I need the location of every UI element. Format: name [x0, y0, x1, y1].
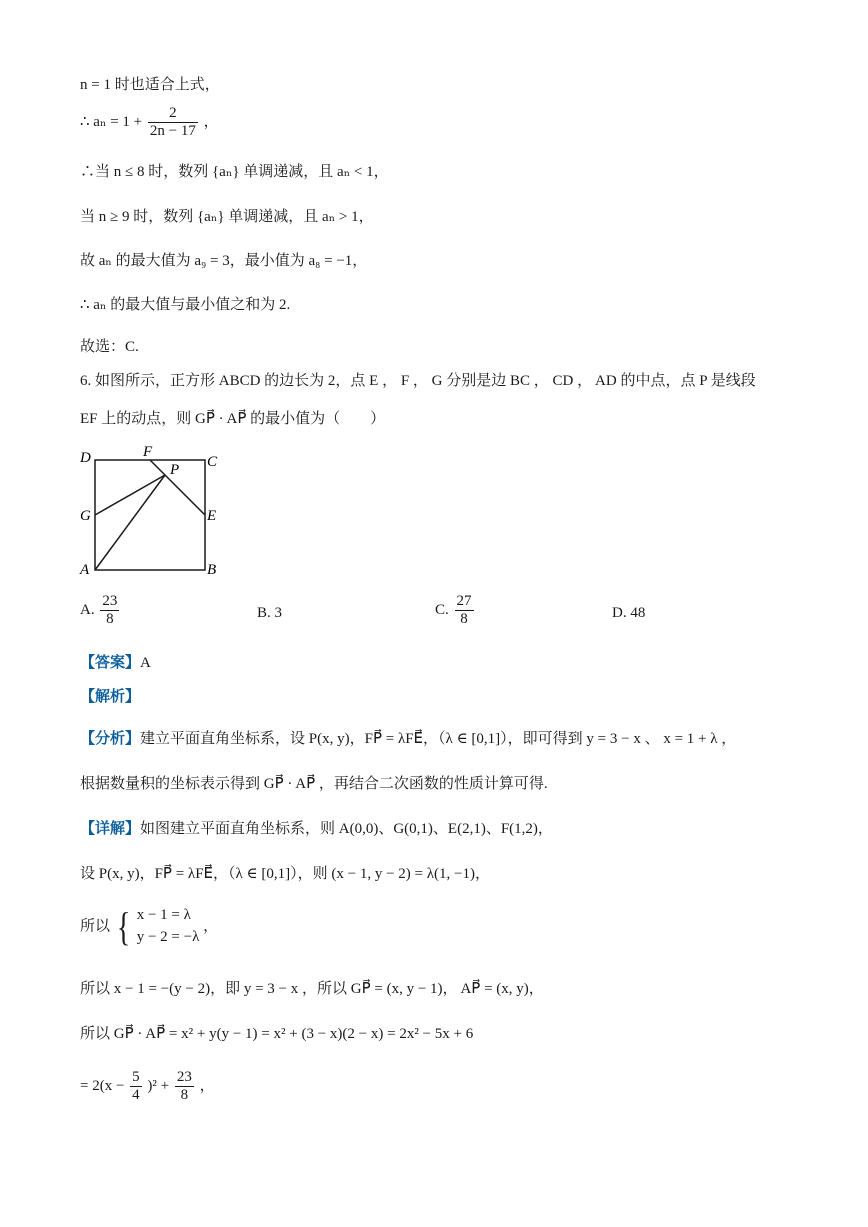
- label-a: A: [80, 562, 90, 578]
- fenxi-line-1: [80, 732, 736, 747]
- fenxi-line-2: 根据数量积的坐标表示得到 GP⃗ · AP⃗ ，再结合二次函数的性质计算可得.: [80, 776, 548, 792]
- detail-line-2: 设 P(x, y)，FP⃗ = λFE⃗，（λ ∈ [0,1]），则 (x − 1, y − 2) = λ(1, −1)，: [80, 866, 490, 882]
- option-a-fraction: [100, 594, 119, 627]
- vertex-prefix: = 2(x −: [80, 1078, 125, 1094]
- vertex-inner-fraction: [130, 1070, 142, 1103]
- an-fraction-denominator: 2n − 17: [149, 123, 196, 139]
- square-figure: [74, 440, 234, 585]
- vertex-mid: )² +: [147, 1078, 170, 1094]
- label-d: D: [80, 450, 91, 466]
- question-6-line-2: EF 上的动点，则 GP⃗ · AP⃗ 的最小值为（ ）: [80, 411, 386, 427]
- detail-line-5: 所以 GP⃗ · AP⃗ = x² + y(y − 1) = x² + (3 − x)(2 − x) = 2x² − 5x + 6: [80, 1026, 474, 1042]
- detail-system: [80, 905, 218, 949]
- detail-line-6: [80, 1070, 215, 1103]
- vertex-constant-fraction: [175, 1070, 194, 1103]
- detail-line-4: 所以 x − 1 = −(y − 2)，即 y = 3 − x ，所以 GP⃗ = (x, y − 1)， AP⃗ = (x, y)，: [80, 981, 544, 997]
- detail-text-1: 如图建立平面直角坐标系，则 A(0,0)、G(0,1)、E(2,1)、F(1,2)，: [140, 821, 553, 837]
- an-fraction: [148, 106, 198, 139]
- line-n-equals-1: n = 1 时也适合上式，: [80, 77, 220, 93]
- system-suffix: ，: [203, 918, 219, 935]
- vertex-constant-numerator: 23: [176, 1069, 192, 1085]
- option-a: [80, 594, 121, 627]
- answer-value: A: [140, 655, 151, 671]
- option-a-label: A.: [80, 601, 95, 618]
- label-b: B: [207, 562, 217, 578]
- line-sum: ∴ aₙ 的最大值与最小值之和为 2.: [80, 297, 291, 313]
- detail-tag: 【详解】: [80, 821, 141, 837]
- option-c-label: C.: [435, 601, 449, 618]
- an-formula-suffix: ，: [203, 113, 219, 130]
- system-brace: {: [116, 903, 131, 949]
- option-c-fraction: [455, 594, 474, 627]
- line-n-ge-9: 当 n ≥ 9 时，数列 {aₙ} 单调递减，且 aₙ > 1，: [80, 209, 374, 225]
- vertex-suffix: ，: [199, 1078, 215, 1094]
- line-n-le-8: ∴当 n ≤ 8 时，数列 {aₙ} 单调递减，且 aₙ < 1，: [80, 164, 389, 180]
- option-c: [435, 594, 476, 627]
- question-6-line-1: 6. 如图所示，正方形 ABCD 的边长为 2，点 E ， F ， G 分别是边 BC ， CD ， AD 的中点，点 P 是线段: [80, 373, 756, 389]
- line-choose-c: 故选：C.: [80, 339, 139, 355]
- option-c-numerator: 27: [456, 593, 472, 609]
- line-max-min: 故 aₙ 的最大值为 a₉ = 3，最小值为 a₈ = −1，: [80, 253, 368, 269]
- option-a-denominator: 8: [106, 611, 114, 627]
- label-p: P: [170, 462, 180, 478]
- fenxi-tag: 【分析】: [80, 731, 141, 747]
- segment-ap: [95, 475, 165, 570]
- system-eq-2: y − 2 = −λ: [136, 928, 200, 945]
- vertex-inner-denominator: 4: [132, 1087, 140, 1103]
- detail-line-1: [80, 822, 553, 837]
- label-f: F: [143, 444, 153, 460]
- label-e: E: [207, 508, 217, 524]
- answer-line: [80, 656, 151, 671]
- line-an-formula: [80, 106, 219, 139]
- option-d: D. 48: [612, 605, 646, 621]
- fenxi-text: 建立平面直角坐标系，设 P(x, y)，FP⃗ = λFE⃗，（λ ∈ [0,1]），即可得到 y = 3 − x 、 x = 1 + λ ，: [140, 731, 737, 747]
- option-c-denominator: 8: [460, 611, 468, 627]
- option-a-numerator: 23: [102, 593, 118, 609]
- answer-tag: 【答案】: [80, 655, 141, 671]
- analysis-tag: [80, 690, 140, 705]
- label-g: G: [80, 508, 91, 524]
- option-b: B. 3: [257, 605, 283, 621]
- square-abcd: [95, 460, 205, 570]
- analysis-tag-text: 【解析】: [80, 689, 141, 705]
- an-fraction-numerator: 2: [148, 106, 198, 123]
- system-prefix: 所以: [80, 918, 111, 935]
- segment-gp: [95, 475, 165, 515]
- vertex-constant-denominator: 8: [180, 1087, 189, 1103]
- label-c: C: [207, 454, 218, 470]
- system-equations: [137, 905, 200, 949]
- system-eq-1: x − 1 = λ: [136, 907, 191, 923]
- vertex-inner-numerator: 5: [132, 1069, 140, 1085]
- an-formula-prefix: ∴ aₙ = 1 +: [80, 113, 146, 130]
